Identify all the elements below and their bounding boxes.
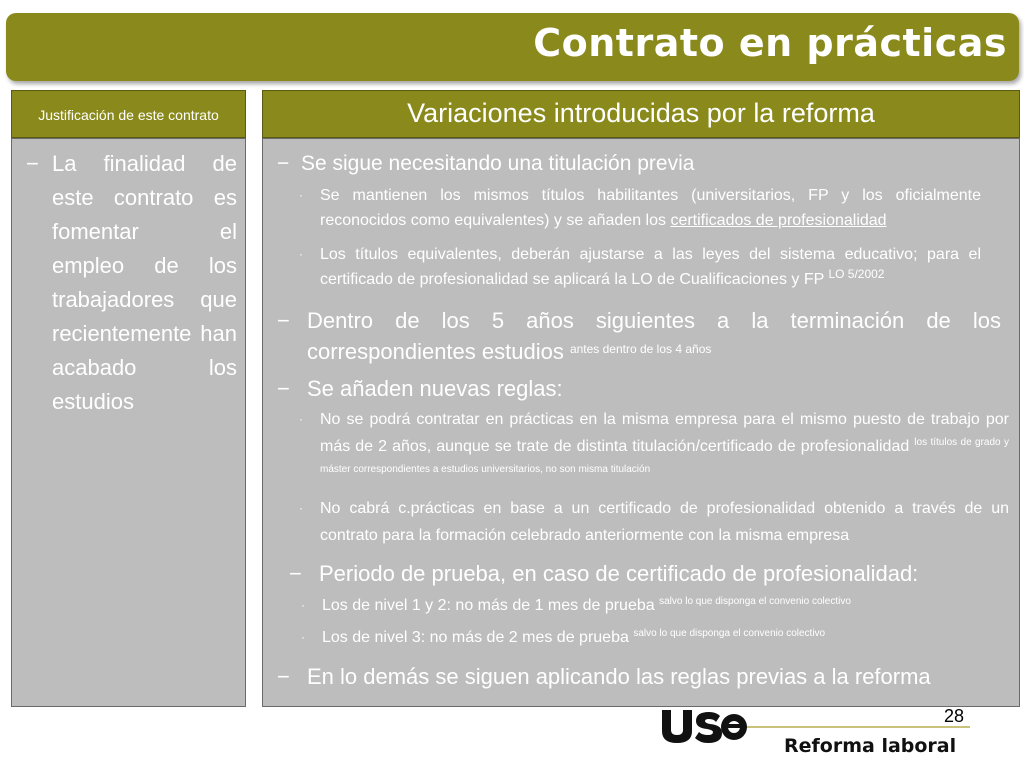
slide-title: Contrato en prácticas: [533, 21, 1007, 65]
sub-list-item: [299, 495, 1009, 549]
dot-bullet: ·: [299, 188, 303, 202]
sub-item-text: [322, 593, 1001, 618]
list-item: [277, 664, 1001, 689]
left-panel: [11, 138, 246, 707]
item-text: Se añaden nuevas reglas:: [307, 376, 563, 401]
sub-item-text: [320, 406, 1009, 487]
item-text: Periodo de prueba, en caso de certificado de profesionalidad:: [319, 561, 919, 586]
sub-item-text-part: Los de nivel 1 y 2: no más de 1 mes de prueba: [322, 597, 660, 614]
sub-list-item: [299, 242, 981, 292]
right-panel-header: Variaciones introducidas por la reforma: [262, 90, 1020, 138]
sub-item-text: No cabrá c.prácticas en base a un certificado de profesionalidad obtenido a través de un contrato para la formación celebrado anteriormente con la misma empresa: [320, 500, 1009, 544]
footer-label: Reforma laboral: [784, 735, 957, 757]
footnote: salvo lo que disponga el convenio colectivo: [659, 596, 851, 607]
sub-item-text-part: No se podrá contratar en prácticas en la misma empresa para el mismo puesto de trabajo por más de 2 años, aunque se trate de distinta titulación/certificado de profesionalidad: [320, 411, 1009, 455]
sub-item-text: [322, 625, 1001, 650]
sub-list-item: [299, 183, 981, 233]
sub-item-text-part: Se mantienen los mismos títulos habilitantes (universitarios, FP y los oficialmente reconocidos como equivalentes) y se añaden los: [320, 187, 981, 229]
sub-item-text-part: Los títulos equivalentes, deberán ajustarse a las leyes del sistema educativo; para el certificado de profesionalidad se aplicará la LO de Cualificaciones y FP: [320, 246, 981, 288]
dash-bullet: −: [277, 308, 290, 333]
left-panel-text: [26, 147, 237, 419]
footnote: salvo lo que disponga el convenio colectivo: [633, 628, 826, 639]
dash-bullet: −: [289, 561, 302, 586]
item-text-part: Dentro de los 5 años siguientes a la terminación de los correspondientes estudios: [307, 308, 1001, 364]
footnote: antes dentro de los 4 años: [569, 342, 712, 356]
dash-bullet: −: [277, 376, 290, 401]
list-item: [277, 376, 997, 401]
page-number: 28: [944, 706, 965, 726]
left-body-text: La finalidad de este contrato es fomentar el empleo de los trabajadores que recientemente han acabado los estudios: [52, 151, 237, 414]
certificados-link-text: certificados de profesionalidad: [670, 212, 887, 229]
list-item: [277, 305, 1001, 367]
list-item: [277, 151, 997, 176]
left-panel-header: Justificación de este contrato: [11, 90, 246, 138]
footnote: los títulos de grado y máster correspondientes a estudios universitarios, no son misma titulación: [320, 437, 1009, 475]
right-panel: [262, 138, 1020, 707]
sub-list-item: [301, 593, 1001, 618]
dot-bullet: ·: [301, 630, 305, 644]
sub-list-item: [301, 625, 1001, 650]
dot-bullet: ·: [299, 501, 303, 515]
sub-item-text-part: Los de nivel 3: no más de 2 mes de prueba: [322, 629, 634, 646]
title-bar: [6, 13, 1019, 81]
list-item: [289, 561, 999, 586]
sub-item-text: [320, 242, 981, 292]
dash-bullet: −: [277, 664, 290, 689]
item-text: En lo demás se siguen aplicando las reglas previas a la reforma: [307, 664, 931, 689]
footnote: LO 5/2002: [828, 267, 885, 281]
dash-bullet: −: [26, 151, 39, 176]
item-text: [307, 305, 1001, 367]
sub-item-text: [320, 183, 981, 233]
dot-bullet: ·: [299, 412, 303, 426]
dot-bullet: ·: [301, 598, 305, 612]
uso-logo: [660, 708, 748, 744]
dash-bullet: −: [277, 152, 290, 175]
item-text: Se sigue necesitando una titulación previa: [301, 152, 695, 175]
sub-list-item: [299, 406, 1009, 487]
footer-divider: [722, 726, 970, 728]
dot-bullet: ·: [299, 247, 303, 261]
